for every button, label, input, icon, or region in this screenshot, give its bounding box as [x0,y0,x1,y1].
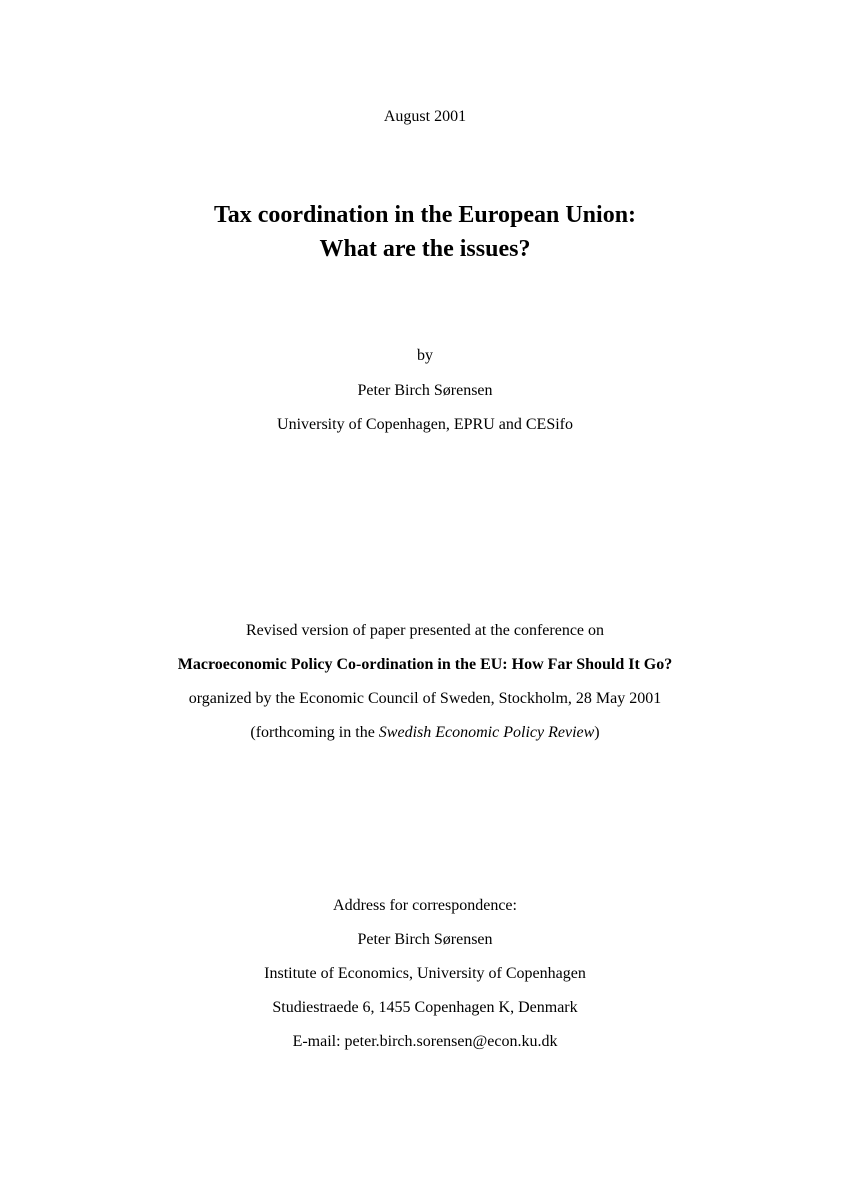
paper-title-line-1: Tax coordination in the European Union: [213,202,637,228]
revised-version-note: Revised version of paper presented at the conference on [245,622,605,639]
forthcoming-note [0,723,850,743]
paper-title-line-2: What are the issues? [319,236,531,262]
correspondence-name: Peter Birch Sørensen [357,931,493,948]
author-affiliation: University of Copenhagen, EPRU and CESifo [277,416,573,433]
author-name: Peter Birch Sørensen [357,382,493,399]
byline-by: by [417,347,433,364]
correspondence-street: Studiestraede 6, 1455 Copenhagen K, Denmark [272,999,578,1016]
conference-name: Macroeconomic Policy Co-ordination in the EU: How Far Should It Go? [177,656,673,673]
correspondence-email: E-mail: peter.birch.sorensen@econ.ku.dk [292,1033,558,1050]
publication-date: August 2001 [383,108,467,125]
conference-organizer: organized by the Economic Council of Sweden, Stockholm, 28 May 2001 [188,690,662,707]
correspondence-institute: Institute of Economics, University of Copenhagen [264,965,586,982]
forthcoming-suffix: ) [594,724,600,741]
journal-name: Swedish Economic Policy Review [378,724,595,741]
forthcoming-prefix: (forthcoming in the [250,724,379,741]
correspondence-heading: Address for correspondence: [333,897,517,914]
